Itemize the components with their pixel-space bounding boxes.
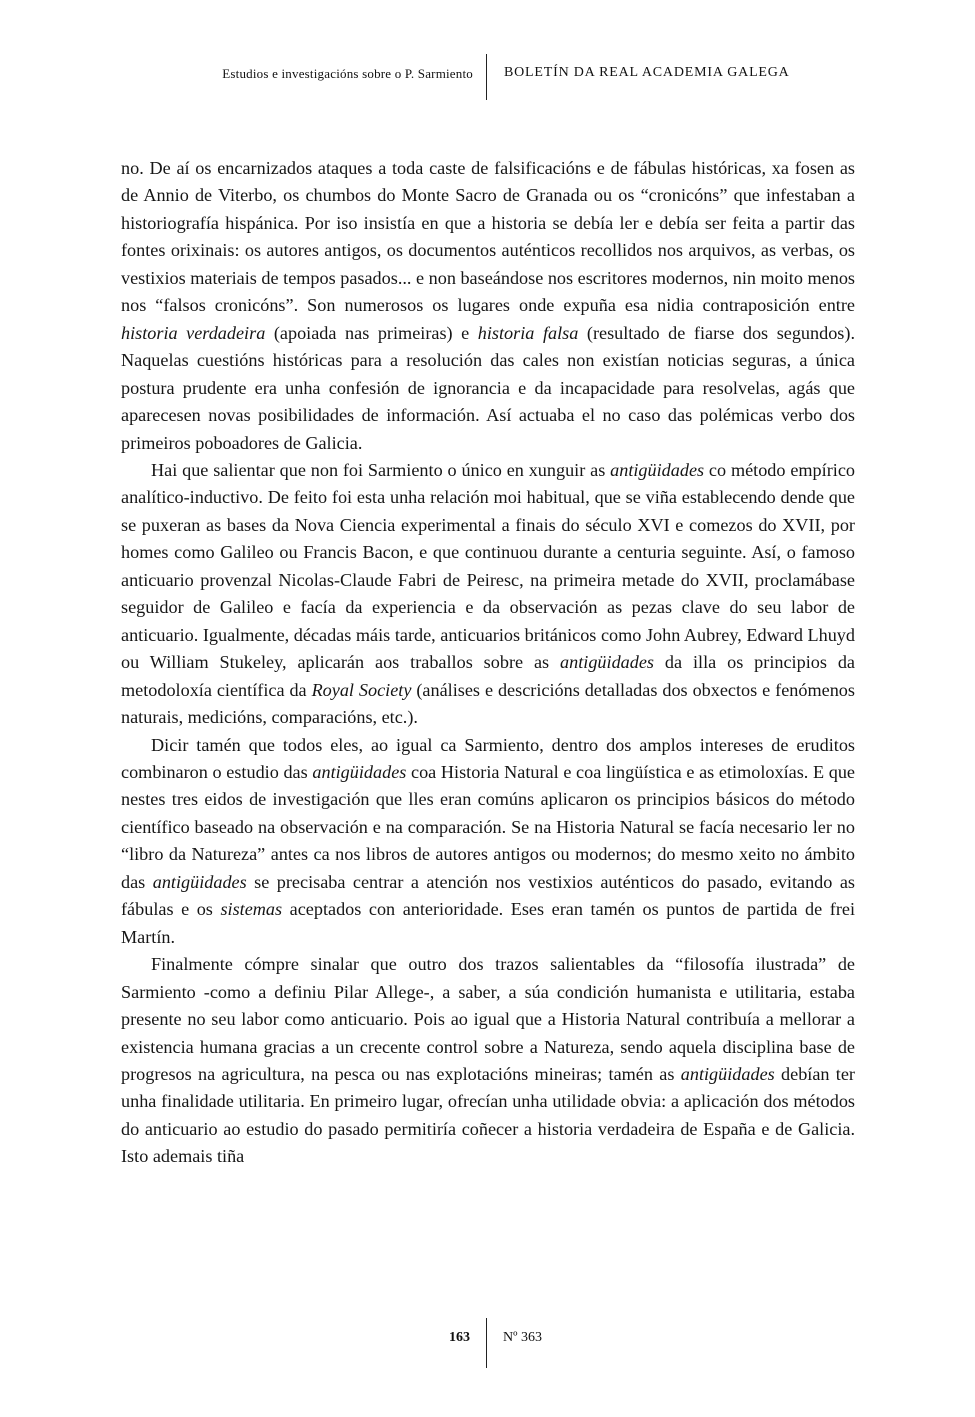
italic-term: antigüidades	[610, 459, 705, 480]
footer-divider	[486, 1318, 487, 1368]
text-run: (resultado de fiarse dos segundos). Naquelas cuestións históricas para a resolución das cales non existían noticias seguras, a única postura prudente era unha confesión de ignorancia e da incapacidade para resolvelas, agás que aparecesen novas posibilidades de información. Así actuaba el no caso das polémicas verbo dos primeiros poboadores de Galicia.	[121, 322, 855, 453]
text-run: coa Historia Natural e coa lingüística e as etimoloxías. E que nestes tres eidos de investigación que lles eran comúns aplicaron os principios básicos do método científico baseado na observación e na comparación. Se na Historia Natural se facía necesario ler no “libro da Natureza” antes ca nos libros de autores antigos ou modernos; do mesmo xeito no ámbito das	[121, 761, 856, 892]
paragraph	[121, 155, 855, 457]
italic-term: Royal Society	[311, 679, 412, 700]
text-run: debían ter unha finalidade utilitaria. En primeiro lugar, ofrecían unha utilidade obvia: a aplicación dos métodos do anticuario ao estudio do pasado permitiría coñecer a historia verdadeira de España e de Galicia. Isto ademais tiña	[121, 1063, 855, 1167]
text-run: co método empírico analítico-inductivo. De feito foi esta unha relación moi habitual, que se viña establecendo dende que se puxeran as bases da Nova Ciencia experimental a finais do século XVI e comezos do XVII, por homes como Galileo ou Francis Bacon, e que continuou durante a centuria seguinte. Así, o famoso anticuario provenzal Nicolas-Claude Fabri de Peiresc, na primeira metade do XVII, proclamábase seguidor de Galileo e facía da experiencia e da observación as pezas clave do seu labor de anticuario. Igualmente, décadas máis tarde, anticuarios británicos como John Aubrey, Edward Lhuyd ou William Stukeley, aplicarán aos traballos sobre as	[121, 459, 855, 673]
text-run: Finalmente cómpre sinalar que outro dos trazos salientables da “filosofía ilustrada” de Sarmiento -como a definiu Pilar Allege-, a saber, a súa condición humanista e utilitaria, estaba presente no seu labor como anticuario. Pois ao igual que a Historia Natural contribuía a mellorar a existencia humana gracias a un crecente control sobre a Natureza, sendo aquela disciplina base de progresos na agricultura, na pesca ou nas explotacións mineiras; tamén as	[121, 954, 855, 1084]
italic-term: historia falsa	[477, 322, 579, 343]
italic-term: sistemas	[220, 899, 283, 920]
text-run: Hai que salientar que non foi Sarmiento o único en xunguir as	[151, 459, 611, 480]
italic-term: antigüidades	[312, 761, 407, 782]
running-footer	[0, 1318, 975, 1368]
text-run: aceptados con anterioridade. Eses eran tamén os puntos de partida de frei Martín.	[121, 899, 856, 947]
text-run: no. De aí os encarnizados ataques a toda caste de falsificacións e de fábulas históricas, xa fosen as de Annio de Viterbo, os chumbos do Monte Sacro de Granada ou os “cronicóns” que infestaban a historiografía hispánica. Por iso insistía en que a historia se debía ler e debía ser feita a partir das fontes orixinais: os autores antigos, os documentos auténticos recollidos nos arquivos, as verbas, os vestixios materiais de tempos pasados... e non baseándose nos escritores modernos, nin moito menos nos “falsos cronicóns”. Son numerosos os lugares onde expuña esa nidia contraposición entre	[121, 158, 855, 316]
italic-term: antigüidades	[152, 871, 247, 892]
running-header	[0, 54, 975, 100]
italic-term: antigüidades	[680, 1063, 775, 1084]
paragraph	[121, 732, 855, 952]
issue-number: Nº 363	[503, 1330, 542, 1345]
italic-term: antigüidades	[560, 652, 654, 673]
text-run: se precisaba centrar a atención nos vestixios auténticos do pasado, evitando as fábulas e os	[121, 871, 855, 920]
text-run: da illa os principios da metodoloxía científica da	[121, 652, 855, 700]
paragraph	[121, 951, 855, 1171]
header-journal-title: BOLETÍN DA REAL ACADEMIA GALEGA	[504, 65, 790, 80]
text-run: (análises e descricións detalladas dos obxectos e fenómenos naturais, medicións, comparacións, etc.).	[121, 679, 855, 728]
header-section-title: Estudios e investigacións sobre o P. Sarmiento	[222, 66, 473, 81]
page-number: 163	[449, 1330, 470, 1345]
paragraph	[121, 457, 855, 732]
text-run: Dicir tamén que todos eles, ao igual ca Sarmiento, dentro dos amplos intereses de eruditos combinaron o estudio das	[121, 734, 855, 782]
text-run: (apoiada nas primeiras) e	[265, 322, 478, 343]
header-divider	[486, 54, 487, 100]
italic-term: historia verdadeira	[121, 322, 266, 343]
article-body	[121, 155, 855, 1171]
